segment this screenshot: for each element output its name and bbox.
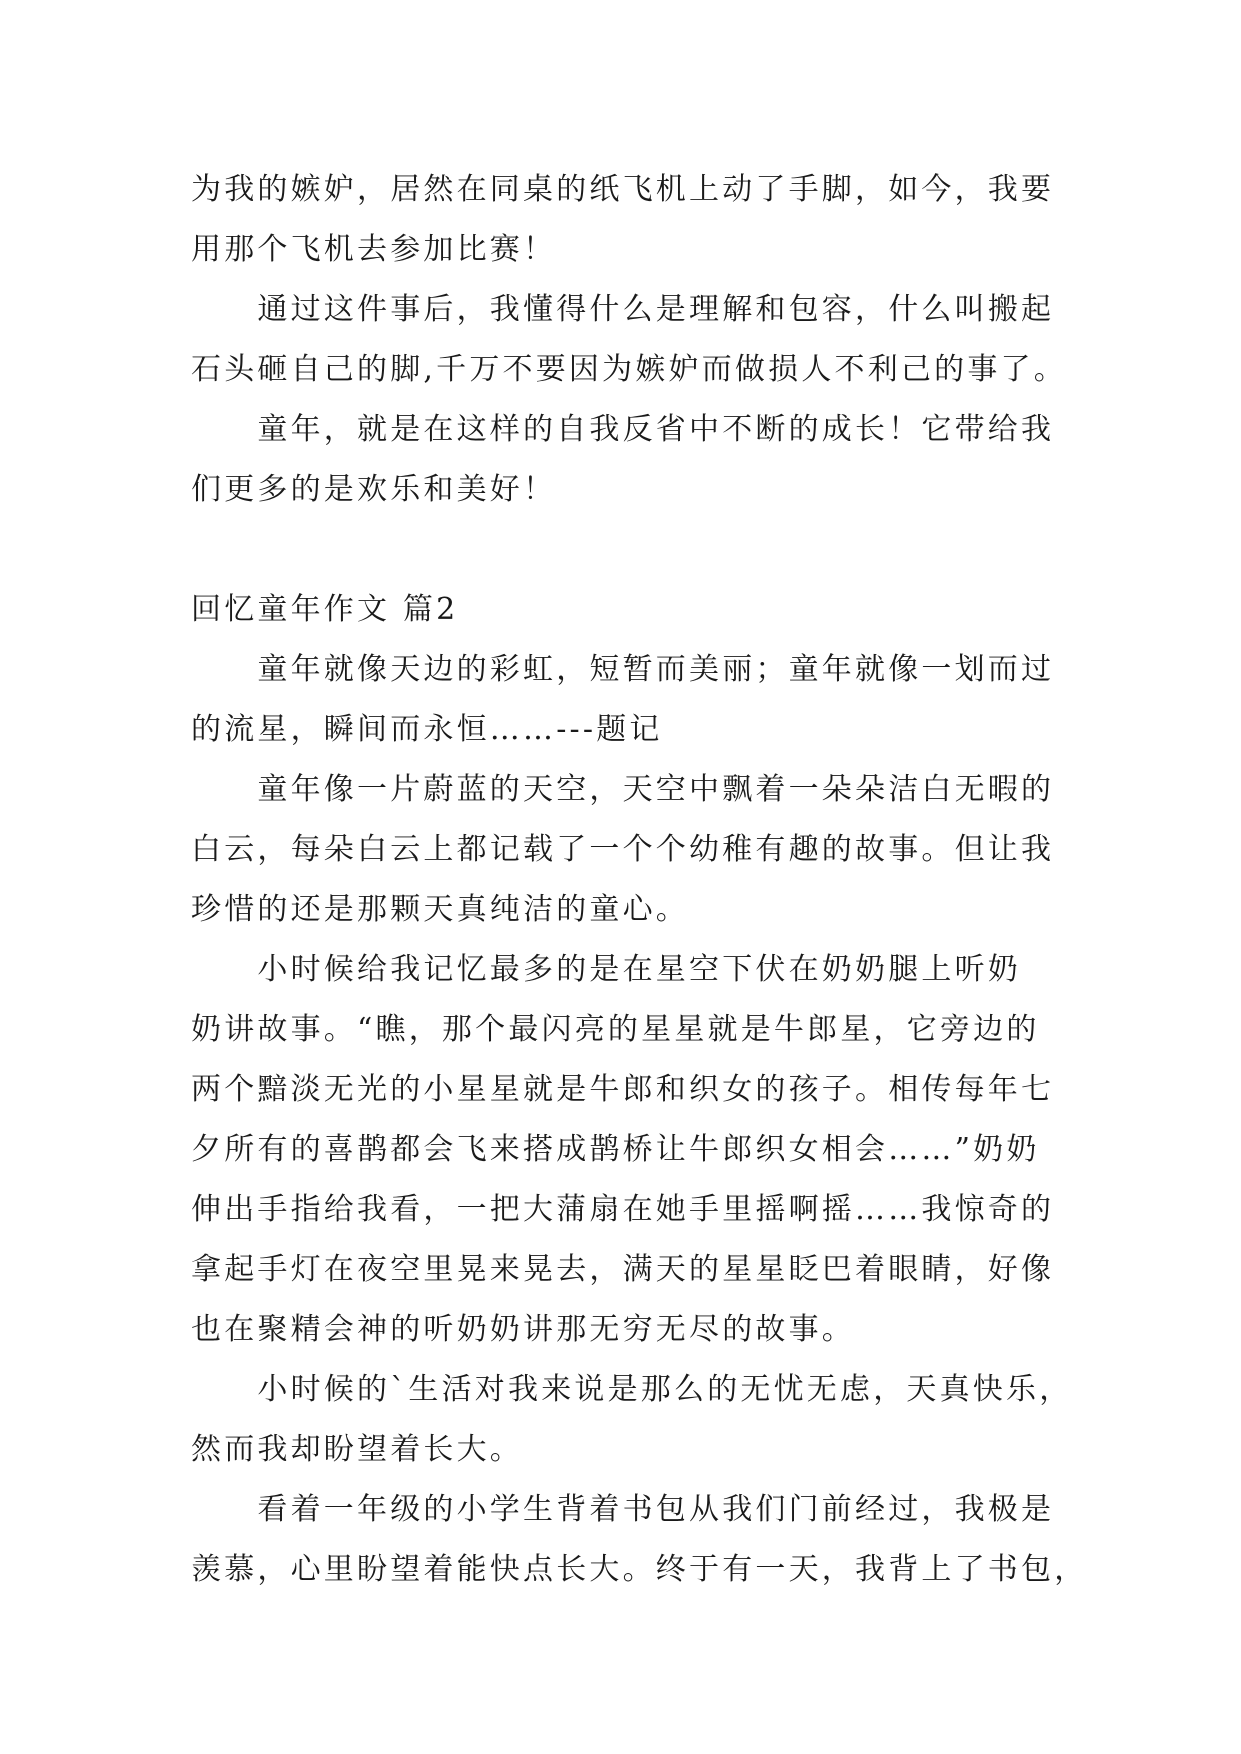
text-line: 拿起手灯在夜空里晃来晃去，满天的星星眨巴着眼睛，好像 — [191, 1252, 1055, 1287]
text-line: 也在聚精会神的听奶奶讲那无穷无尽的故事。 — [191, 1312, 855, 1347]
text-line: 通过这件事后，我懂得什么是理解和包容，什么叫搬起 — [191, 292, 1055, 327]
document-body — [191, 160, 1088, 1600]
text-line: 两个黯淡无光的小星星就是牛郎和织女的孩子。相传每年七 — [191, 1072, 1055, 1107]
text-line: 夕所有的喜鹊都会飞来搭成鹊桥让牛郎织女相会……”奶奶 — [191, 1132, 1040, 1167]
text-line: 奶讲故事。“瞧，那个最闪亮的星星就是牛郎星，它旁边的 — [191, 1012, 1040, 1047]
section-heading: 回忆童年作文 篇2 — [191, 592, 459, 627]
text-line: 童年就像天边的彩虹，短暂而美丽；童年就像一划而过 — [191, 652, 1055, 687]
blank-line — [191, 520, 1061, 580]
text-line: 们更多的是欢乐和美好！ — [191, 472, 557, 507]
text-line: 小时候给我记忆最多的是在星空下伏在奶奶腿上听奶 — [191, 952, 1021, 987]
text-line: 童年像一片蔚蓝的天空，天空中飘着一朵朵洁白无暇的 — [191, 772, 1055, 807]
text-line: 然而我却盼望着长大。 — [191, 1432, 523, 1467]
text-line: 小时候的`生活对我来说是那么的无忧无虑，天真快乐， — [191, 1372, 1073, 1407]
text-line: 伸出手指给我看，一把大蒲扇在她手里摇啊摇……我惊奇的 — [191, 1192, 1055, 1227]
text-line: 童年，就是在这样的自我反省中不断的成长！它带给我 — [191, 412, 1055, 447]
text-line: 的流星，瞬间而永恒……---题记 — [191, 712, 663, 747]
text-line: 羡慕，心里盼望着能快点长大。终于有一天，我背上了书包， — [191, 1552, 1088, 1587]
text-line: 白云，每朵白云上都记载了一个个幼稚有趣的故事。但让我 — [191, 832, 1055, 867]
text-line: 珍惜的还是那颗天真纯洁的童心。 — [191, 892, 689, 927]
text-line: 看着一年级的小学生背着书包从我们门前经过，我极是 — [191, 1492, 1055, 1527]
text-line: 用那个飞机去参加比赛！ — [191, 232, 557, 267]
text-line: 石头砸自己的脚,千万不要因为嫉妒而做损人不利己的事了。 — [191, 352, 1067, 387]
text-line: 为我的嫉妒，居然在同桌的纸飞机上动了手脚，如今，我要 — [191, 172, 1055, 207]
